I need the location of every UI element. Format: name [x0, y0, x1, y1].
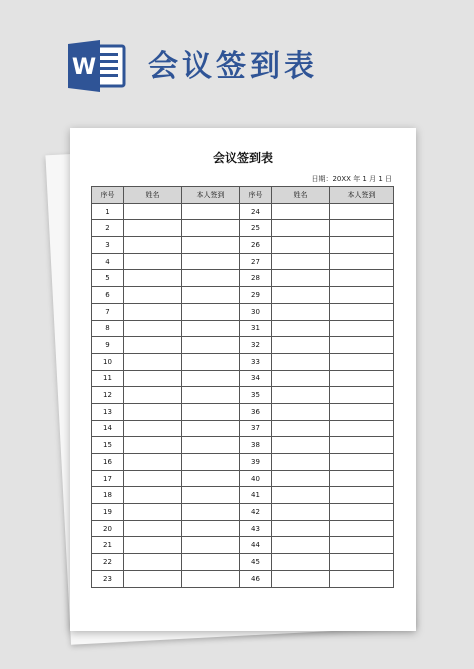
serial-number-cell: 34: [240, 370, 272, 387]
signature-cell[interactable]: [182, 253, 240, 270]
serial-number-cell: 29: [240, 287, 272, 304]
serial-number-cell: 27: [240, 253, 272, 270]
table-row: [92, 270, 394, 287]
table-row: [92, 237, 394, 254]
name-cell[interactable]: [272, 253, 330, 270]
serial-number-cell: 45: [240, 554, 272, 571]
name-cell[interactable]: [124, 337, 182, 354]
signature-cell[interactable]: [330, 437, 394, 454]
name-cell[interactable]: [272, 437, 330, 454]
serial-number-cell: 24: [240, 203, 272, 220]
serial-number-cell: 17: [92, 470, 124, 487]
signature-cell[interactable]: [182, 203, 240, 220]
table-row: [92, 387, 394, 404]
name-cell[interactable]: [124, 220, 182, 237]
name-cell[interactable]: [272, 570, 330, 587]
name-cell[interactable]: [272, 237, 330, 254]
serial-number-cell: 25: [240, 220, 272, 237]
name-cell[interactable]: [272, 353, 330, 370]
column-header: 姓名: [272, 187, 330, 204]
signature-cell[interactable]: [330, 220, 394, 237]
serial-number-cell: 26: [240, 237, 272, 254]
name-cell[interactable]: [272, 520, 330, 537]
name-cell[interactable]: [272, 270, 330, 287]
signature-cell[interactable]: [182, 287, 240, 304]
name-cell[interactable]: [124, 470, 182, 487]
name-cell[interactable]: [124, 253, 182, 270]
serial-number-cell: 8: [92, 320, 124, 337]
signature-cell[interactable]: [182, 520, 240, 537]
signature-cell[interactable]: [182, 320, 240, 337]
signature-cell[interactable]: [330, 253, 394, 270]
signature-cell[interactable]: [182, 437, 240, 454]
signature-cell[interactable]: [182, 470, 240, 487]
name-cell[interactable]: [124, 387, 182, 404]
table-row: [92, 437, 394, 454]
signature-cell[interactable]: [182, 337, 240, 354]
signature-cell[interactable]: [330, 487, 394, 504]
name-cell[interactable]: [124, 287, 182, 304]
serial-number-cell: 9: [92, 337, 124, 354]
signature-cell[interactable]: [330, 537, 394, 554]
name-cell[interactable]: [124, 403, 182, 420]
signature-cell[interactable]: [182, 570, 240, 587]
name-cell[interactable]: [124, 537, 182, 554]
serial-number-cell: 13: [92, 403, 124, 420]
serial-number-cell: 23: [92, 570, 124, 587]
serial-number-cell: 7: [92, 303, 124, 320]
name-cell[interactable]: [272, 203, 330, 220]
name-cell[interactable]: [272, 504, 330, 521]
name-cell[interactable]: [272, 470, 330, 487]
column-header: 序号: [92, 187, 124, 204]
signature-cell[interactable]: [182, 370, 240, 387]
serial-number-cell: 46: [240, 570, 272, 587]
name-cell[interactable]: [124, 270, 182, 287]
table-row: [92, 303, 394, 320]
serial-number-cell: 28: [240, 270, 272, 287]
name-cell[interactable]: [124, 504, 182, 521]
signature-cell[interactable]: [182, 270, 240, 287]
column-header: 姓名: [124, 187, 182, 204]
serial-number-cell: 4: [92, 253, 124, 270]
table-row: [92, 337, 394, 354]
signature-cell[interactable]: [330, 203, 394, 220]
table-row: [92, 420, 394, 437]
name-cell[interactable]: [272, 303, 330, 320]
name-cell[interactable]: [272, 403, 330, 420]
document-title: 会议签到表: [212, 151, 273, 165]
table-row: [92, 320, 394, 337]
name-cell[interactable]: [124, 303, 182, 320]
table-row: [92, 370, 394, 387]
banner-title: 会议签到表: [148, 49, 318, 84]
signature-cell[interactable]: [182, 454, 240, 471]
signature-cell[interactable]: [182, 504, 240, 521]
signature-cell[interactable]: [330, 554, 394, 571]
serial-number-cell: 16: [92, 454, 124, 471]
serial-number-cell: 15: [92, 437, 124, 454]
serial-number-cell: 42: [240, 504, 272, 521]
name-cell[interactable]: [124, 487, 182, 504]
signature-cell[interactable]: [330, 320, 394, 337]
table-row: [92, 203, 394, 220]
serial-number-cell: 31: [240, 320, 272, 337]
name-cell[interactable]: [272, 554, 330, 571]
sign-in-table: [91, 186, 394, 588]
table-row: [92, 487, 394, 504]
name-cell[interactable]: [124, 554, 182, 571]
signature-cell[interactable]: [330, 237, 394, 254]
name-cell[interactable]: [124, 353, 182, 370]
serial-number-cell: 37: [240, 420, 272, 437]
signature-cell[interactable]: [330, 303, 394, 320]
signature-cell[interactable]: [182, 487, 240, 504]
signature-cell[interactable]: [330, 504, 394, 521]
serial-number-cell: 21: [92, 537, 124, 554]
table-body: [92, 203, 394, 587]
signature-cell[interactable]: [330, 337, 394, 354]
serial-number-cell: 33: [240, 353, 272, 370]
name-cell[interactable]: [124, 437, 182, 454]
document-page: [70, 128, 416, 631]
name-cell[interactable]: [124, 370, 182, 387]
serial-number-cell: 44: [240, 537, 272, 554]
serial-number-cell: 40: [240, 470, 272, 487]
document-date: 日期：20XX 年 1 月 1 日: [311, 175, 392, 183]
signature-cell[interactable]: [330, 287, 394, 304]
table-row: [92, 570, 394, 587]
signature-cell[interactable]: [182, 220, 240, 237]
signature-cell[interactable]: [330, 420, 394, 437]
table-row: [92, 504, 394, 521]
serial-number-cell: 12: [92, 387, 124, 404]
signature-cell[interactable]: [330, 470, 394, 487]
name-cell[interactable]: [272, 337, 330, 354]
table-row: [92, 253, 394, 270]
signature-cell[interactable]: [330, 370, 394, 387]
column-header: 序号: [240, 187, 272, 204]
serial-number-cell: 32: [240, 337, 272, 354]
serial-number-cell: 6: [92, 287, 124, 304]
serial-number-cell: 38: [240, 437, 272, 454]
column-header: 本人签到: [182, 187, 240, 204]
name-cell[interactable]: [272, 537, 330, 554]
signature-cell[interactable]: [182, 537, 240, 554]
table-row: [92, 353, 394, 370]
table-row: [92, 470, 394, 487]
serial-number-cell: 14: [92, 420, 124, 437]
signature-cell[interactable]: [330, 270, 394, 287]
name-cell[interactable]: [272, 387, 330, 404]
signature-cell[interactable]: [182, 237, 240, 254]
name-cell[interactable]: [124, 454, 182, 471]
signature-cell[interactable]: [182, 387, 240, 404]
serial-number-cell: 20: [92, 520, 124, 537]
table-row: [92, 554, 394, 571]
name-cell[interactable]: [124, 570, 182, 587]
name-cell[interactable]: [272, 287, 330, 304]
name-cell[interactable]: [272, 420, 330, 437]
table-row: [92, 287, 394, 304]
signature-cell[interactable]: [330, 570, 394, 587]
serial-number-cell: 5: [92, 270, 124, 287]
serial-number-cell: 11: [92, 370, 124, 387]
serial-number-cell: 36: [240, 403, 272, 420]
signature-cell[interactable]: [330, 353, 394, 370]
name-cell[interactable]: [272, 370, 330, 387]
banner: [0, 0, 474, 120]
table-row: [92, 537, 394, 554]
signature-cell[interactable]: [182, 303, 240, 320]
name-cell[interactable]: [272, 220, 330, 237]
serial-number-cell: 35: [240, 387, 272, 404]
column-header: 本人签到: [330, 187, 394, 204]
signature-cell[interactable]: [182, 554, 240, 571]
word-icon-letter: W: [71, 55, 97, 80]
signature-cell[interactable]: [330, 520, 394, 537]
table-row: [92, 220, 394, 237]
signature-cell[interactable]: [182, 420, 240, 437]
name-cell[interactable]: [124, 420, 182, 437]
name-cell[interactable]: [272, 454, 330, 471]
name-cell[interactable]: [272, 320, 330, 337]
serial-number-cell: 43: [240, 520, 272, 537]
serial-number-cell: 1: [92, 203, 124, 220]
signature-cell[interactable]: [182, 403, 240, 420]
signature-cell[interactable]: [182, 353, 240, 370]
serial-number-cell: 30: [240, 303, 272, 320]
serial-number-cell: 2: [92, 220, 124, 237]
word-icon: [66, 40, 128, 92]
table-row: [92, 454, 394, 471]
serial-number-cell: 3: [92, 237, 124, 254]
serial-number-cell: 10: [92, 353, 124, 370]
signature-cell[interactable]: [330, 454, 394, 471]
signature-cell[interactable]: [330, 387, 394, 404]
serial-number-cell: 41: [240, 487, 272, 504]
name-cell[interactable]: [124, 520, 182, 537]
signature-cell[interactable]: [330, 403, 394, 420]
name-cell[interactable]: [124, 237, 182, 254]
table-row: [92, 403, 394, 420]
serial-number-cell: 39: [240, 454, 272, 471]
name-cell[interactable]: [124, 320, 182, 337]
name-cell[interactable]: [272, 487, 330, 504]
serial-number-cell: 22: [92, 554, 124, 571]
serial-number-cell: 19: [92, 504, 124, 521]
serial-number-cell: 18: [92, 487, 124, 504]
table-row: [92, 520, 394, 537]
name-cell[interactable]: [124, 203, 182, 220]
table-header-row: [92, 187, 394, 204]
